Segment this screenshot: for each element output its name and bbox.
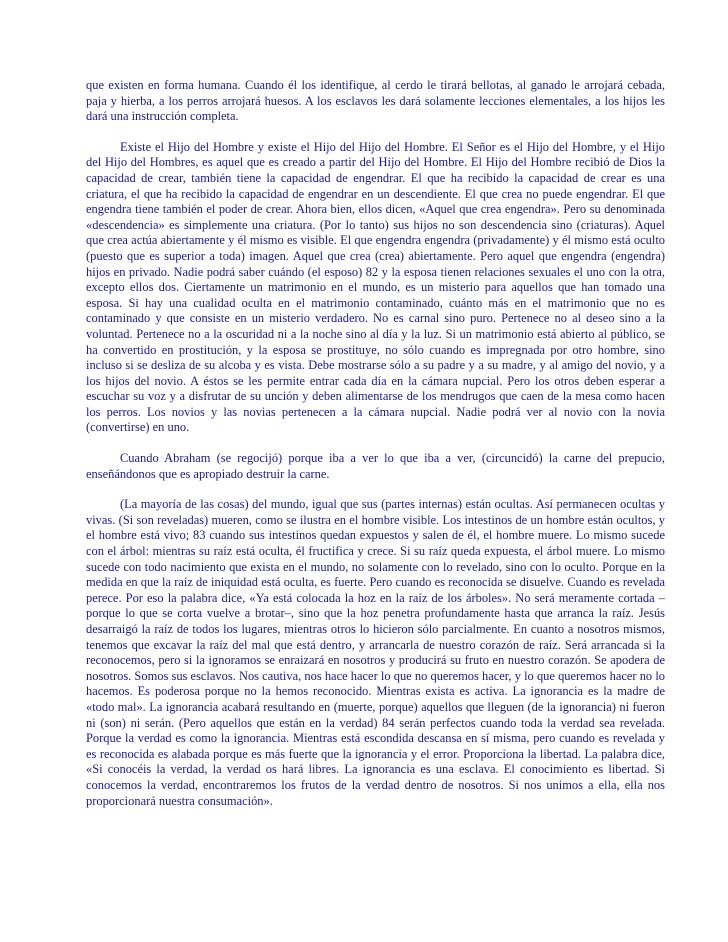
paragraph-2: Existe el Hijo del Hombre y existe el Hijo del Hijo del Hombre. El Señor es el Hijo del Hombre, y el Hijo del Hijo del Hombres, es aquel que es creado a partir del Hijo del Hombre. El Hijo del Hombre recibió de Dios la capacidad de crear, también tiene la capacidad de engendrar. El que ha recibido la capacidad de crear es una criatura, el que ha recibido la capacidad de engendrar en un descendiente. El que crea no puede engendrar. El que engendra tiene también el poder de crear. Ahora bien, ellos dicen, «Aquel que crea engendra». Pero su denominada «descendencia» es simplemente una criatura. (Por lo tanto) sus hijos no son descendencia sino (criaturas). Aquel que crea actúa abiertamente y él mismo es visible. El que engendra engendra (privadamente) y él mismo está oculto (puesto que es superior a toda) imagen. Aquel que crea (crea) abiertamente. Pero aquel que engendra (engendra) hijos en privado. Nadie podrá saber cuándo (el esposo) 82 y la esposa tienen relaciones sexuales el uno con la otra, excepto ellos dos. Ciertamente un matrimonio en el mundo, es un misterio para aquellos que han tomado una esposa. Si hay una cualidad oculta en el matrimonio contaminado, cuánto más en el matrimonio que no es contaminado y que consiste en un misterio verdadero. No es carnal sino puro. Pertenece no al deseo sino a la voluntad. Pertenece no a la oscuridad ni a la noche sino al día y la luz. Si un matrimonio está abierto al público, se ha convertido en prostitución, y la esposa se prostituye, no sólo cuando es impregnada por otro hombre, sino incluso si se desliza de su alcoba y es vista. Debe mostrarse sólo a su padre y a su madre, y al amigo del novio, y a los hijos del novio. A éstos se les permite entrar cada día en la cámara nupcial. Pero los otros deben esperar a escuchar su voz y a disfrutar de su unción y deben alimentarse de los mendrugos que caen de la mesa como hacen los perros. Los novios y las novias pertenecen a la cámara nupcial. Nadie podrá ver al novio con la novia (convertirse) en uno. [86, 139, 665, 435]
paragraph-3: Cuando Abraham (se regocijó) porque iba a ver lo que iba a ver, (circuncidó) la carne del prepucio, enseñándonos que es apropiado destruir la carne. [86, 451, 665, 481]
paragraph-4: (La mayoría de las cosas) del mundo, igual que sus (partes internas) están ocultas. Así permanecen ocultas y vivas. (Si son reveladas) mueren, como se ilustra en el hombre visible. Los intestinos de un hombre están ocultos, y el hombre está vivo; 83 cuando sus intestinos quedan expuestos y salen de él, el hombre muere. Lo mismo sucede con el árbol: mientras su raíz está oculta, él fructifica y crece. Si su raíz queda expuesta, el árbol muere. Lo mismo sucede con todo nacimiento que exista en el mundo, no solamente con lo revelado, sino con lo oculto. Porque en la medida en que la raíz de iniquidad está oculta, es fuerte. Pero cuando es reconocida se disuelve. Cuando es revelada perece. Por eso la palabra dice, «Ya está colocada la hoz en la raíz de los árboles». No será meramente cortada – porque lo que se corta vuelve a brotar–, sino que la hoz penetra profundamente hasta que arranca la raíz. Jesús desarraigó la raíz de todos los lugares, mientras otros lo hicieron sólo parcialmente. En cuanto a nosotros mismos, tenemos que excavar la raíz del mal que está dentro, y arrancarla de nuestro corazón de raíz. Será arrancada si la reconocemos, pero si la ignoramos se enraizará en nosotros y producirá su fruto en nuestro corazón. Se apodera de nosotros. Somos sus esclavos. Nos cautiva, nos hace hacer lo que no queremos hacer, y lo que queremos hacer no lo hacemos. Es poderosa porque no la hemos reconocido. Mientras exista es activa. La ignorancia es la madre de «todo mal». La ignorancia acabará resultando en (muerte, porque) aquellos que lleguen (de la ignorancia) ni fueron ni (son) ni serán. (Pero aquellos que están en la verdad) 84 serán perfectos cuando toda la verdad sea revelada. Porque la verdad es como la ignorancia. Mientras está escondida descansa en sí misma, pero cuando es revelada y es reconocida es alabada porque es más fuerte que la ignorancia y el error. Proporciona la libertad. La palabra dice, «Si conocéis la verdad, la verdad os hará libres. La ignorancia es una esclava. El conocimiento es libertad. Si conocemos la verdad, encontraremos los frutos de la verdad dentro de nosotros. Si nos unimos a ella, ella nos proporcionará nuestra consumación». [86, 497, 665, 808]
paragraph-1: que existen en forma humana. Cuando él los identifique, al cerdo le tirará bellotas, al ganado le arrojará cebada, paja y hierba, a los perros arrojará huesos. A los esclavos les dará solamente lecciones elementales, a los hijos les dará una instrucción completa. [86, 78, 665, 124]
